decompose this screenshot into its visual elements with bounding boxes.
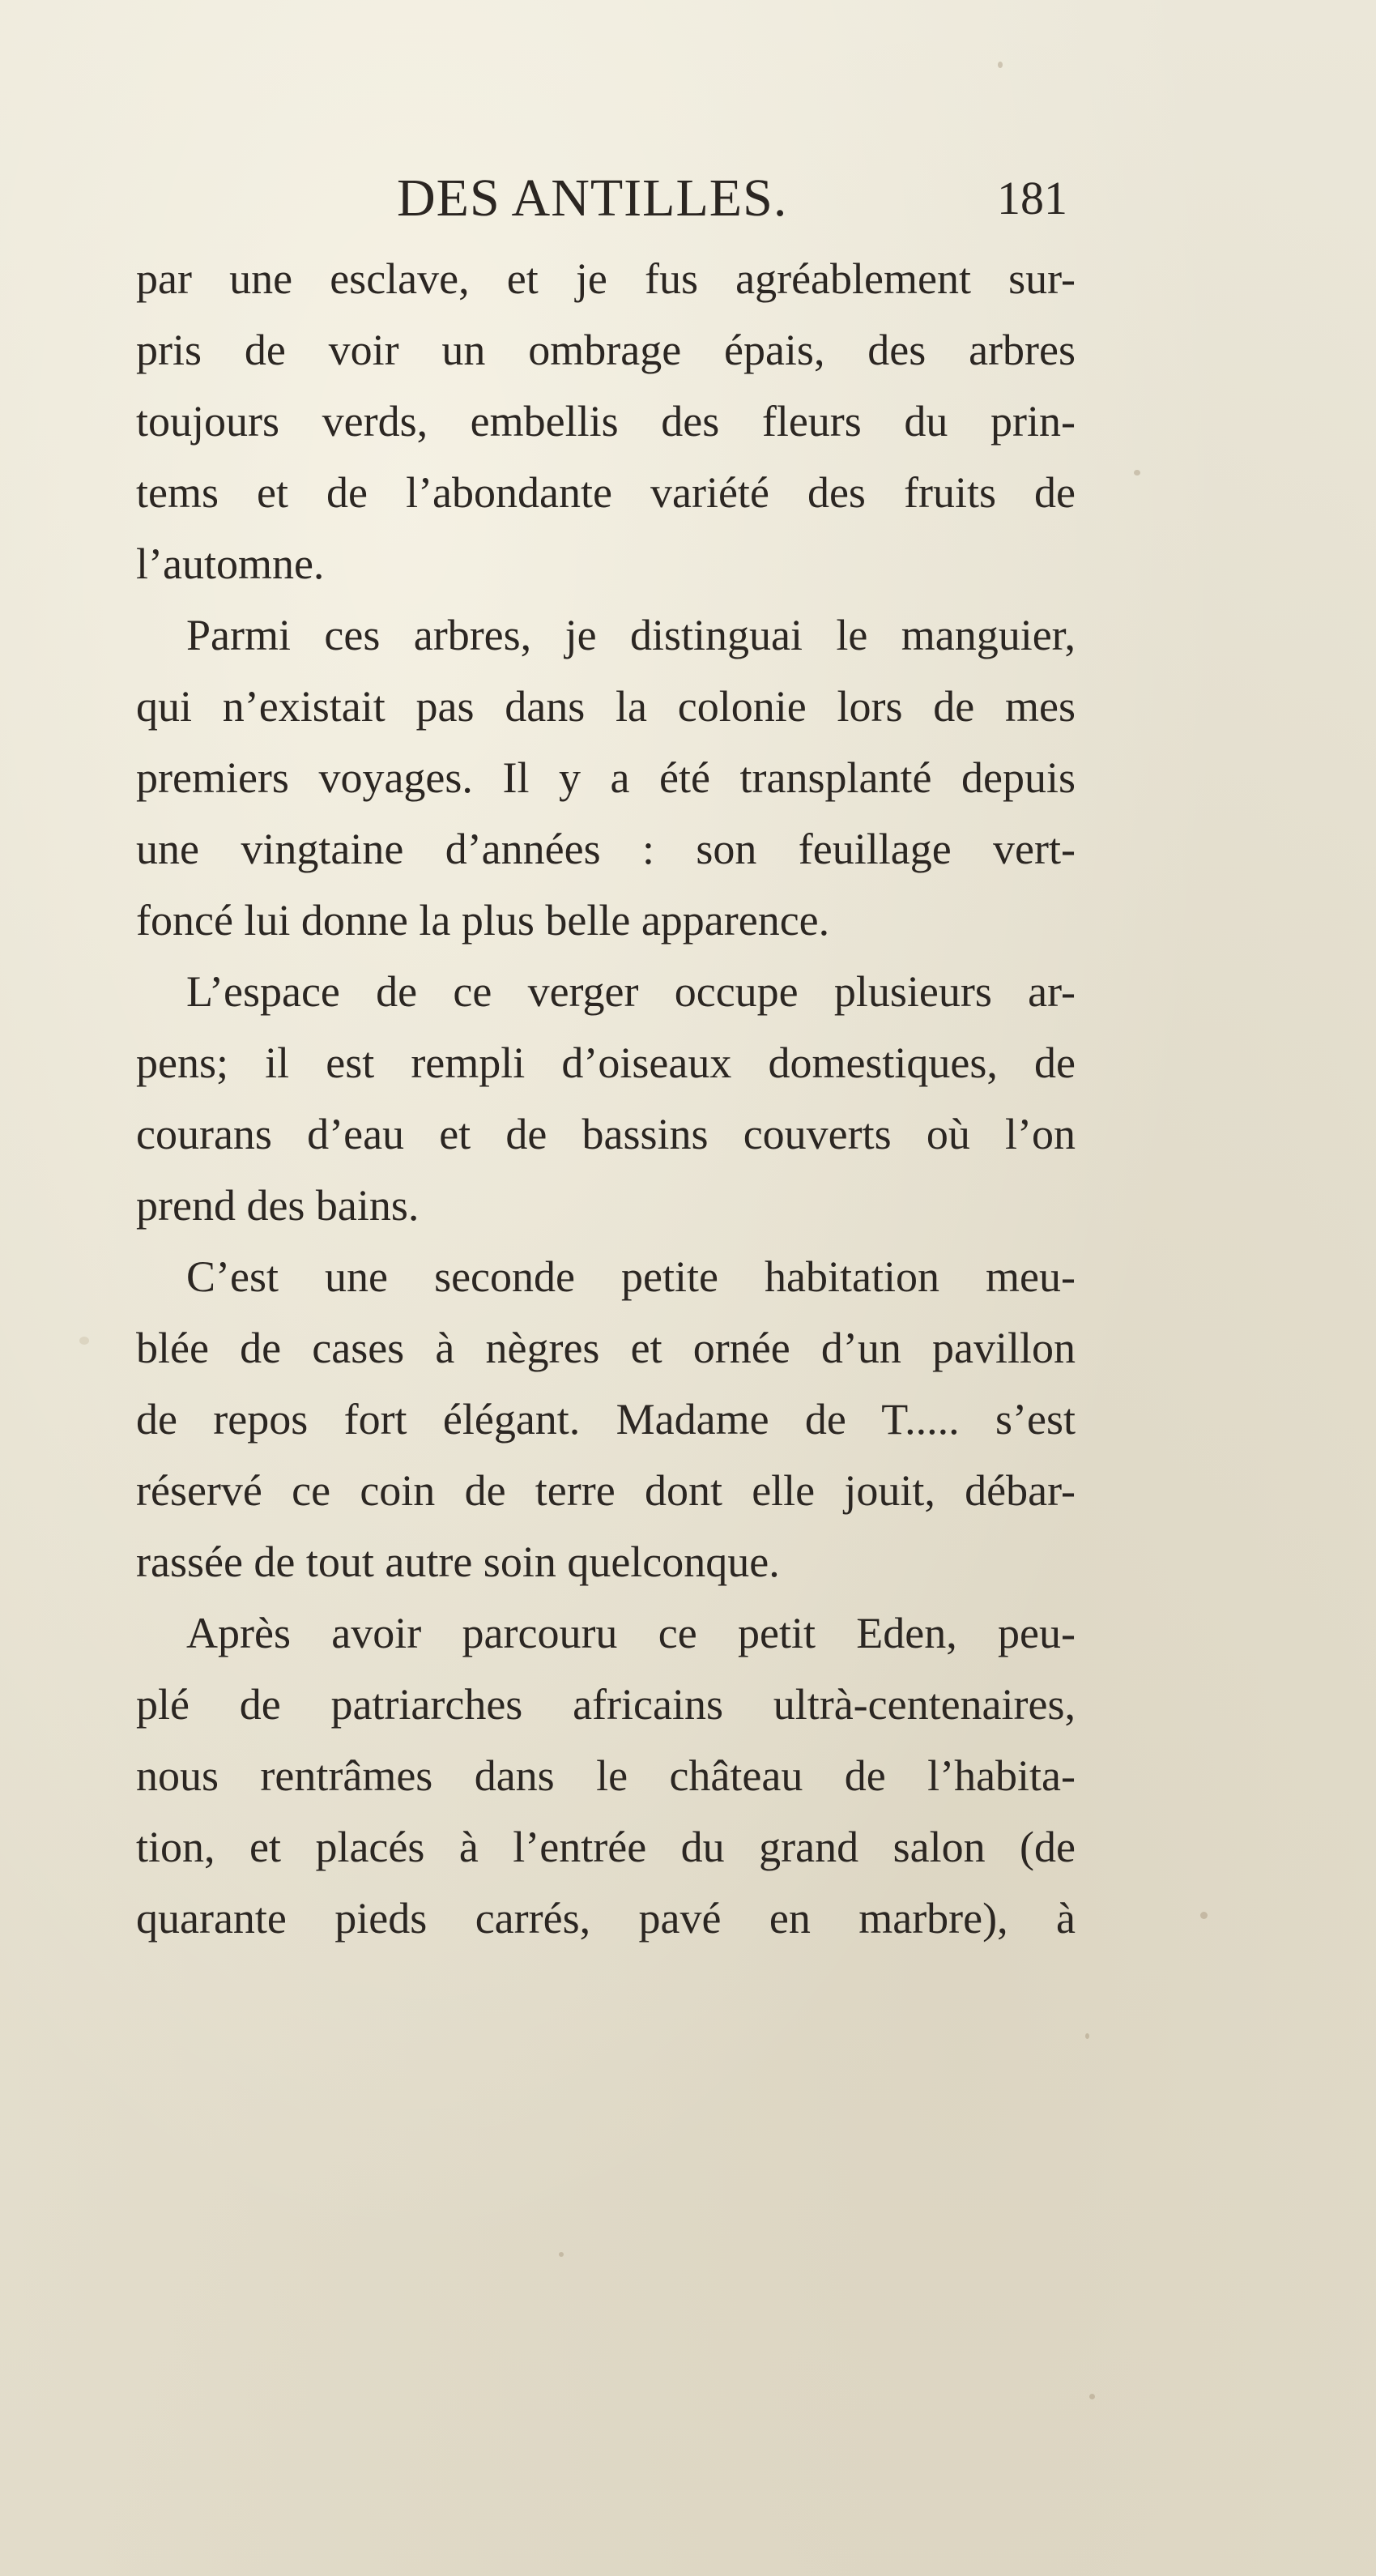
text-line: prend des bains. xyxy=(136,1181,420,1230)
text-line: plé de patriarches africains ultrà-centenaires, xyxy=(136,1680,1076,1729)
paper-speck xyxy=(1085,2033,1089,2039)
body-text xyxy=(136,243,1076,1954)
running-title: DES ANTILLES. xyxy=(397,168,788,228)
text-line: courans d’eau et de bassins couverts où l’on xyxy=(136,1110,1076,1158)
text-line: foncé lui donne la plus belle apparence. xyxy=(136,896,830,945)
text-line: l’automne. xyxy=(136,540,325,588)
paper-speck xyxy=(1200,1912,1208,1919)
text-line: pris de voir un ombrage épais, des arbres xyxy=(136,326,1076,374)
text-line: Après avoir parcouru ce petit Eden, peu- xyxy=(186,1609,1076,1657)
page-number: 181 xyxy=(997,172,1067,224)
text-line: L’espace de ce verger occupe plusieurs ar- xyxy=(186,967,1076,1016)
text-line: qui n’existait pas dans la colonie lors de mes xyxy=(136,682,1076,731)
text-line: de repos fort élégant. Madame de T..... s’est xyxy=(136,1395,1076,1444)
text-line: nous rentrâmes dans le château de l’habita- xyxy=(136,1751,1076,1800)
text-line: tion, et placés à l’entrée du grand salon (de xyxy=(136,1823,1076,1871)
text-line: tems et de l’abondante variété des fruits de xyxy=(136,468,1076,517)
text-line: blée de cases à nègres et ornée d’un pavillon xyxy=(136,1324,1076,1372)
text-line: par une esclave, et je fus agréablement sur- xyxy=(136,254,1076,303)
paper-speck xyxy=(79,1337,89,1345)
paper-speck xyxy=(559,2252,564,2257)
text-line: pens; il est rempli d’oiseaux domestiques, de xyxy=(136,1039,1076,1087)
text-line: réservé ce coin de terre dont elle jouit, débar- xyxy=(136,1466,1076,1515)
text-line: C’est une seconde petite habitation meu- xyxy=(186,1252,1076,1301)
text-line: Parmi ces arbres, je distinguai le manguier, xyxy=(186,611,1076,659)
paper-speck xyxy=(1134,470,1140,476)
text-line: une vingtaine d’années : son feuillage vert- xyxy=(136,825,1076,873)
page-header xyxy=(136,166,1076,231)
text-line: toujours verds, embellis des fleurs du prin- xyxy=(136,397,1076,446)
text-line: quarante pieds carrés, pavé en marbre), à xyxy=(136,1894,1076,1943)
paper-speck xyxy=(998,62,1003,68)
paper-speck xyxy=(1089,2394,1095,2399)
text-line: rassée de tout autre soin quelconque. xyxy=(136,1537,780,1586)
text-line: premiers voyages. Il y a été transplanté depuis xyxy=(136,753,1076,802)
